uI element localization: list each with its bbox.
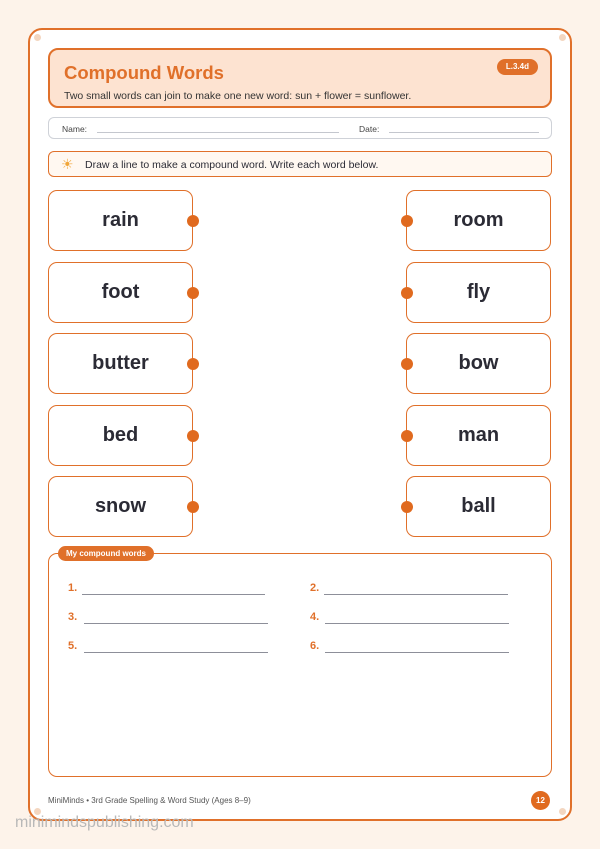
left-connector-dot[interactable] xyxy=(187,501,199,513)
left-connector-dot[interactable] xyxy=(187,215,199,227)
answer-line-1[interactable] xyxy=(82,594,265,595)
left-word-card[interactable] xyxy=(48,190,193,251)
page-subtitle: Two small words can join to make one new word: sun + flower = sunflower. xyxy=(64,90,412,102)
answer-line-2[interactable] xyxy=(324,594,508,595)
answer-line-6[interactable] xyxy=(325,652,509,653)
right-word-card[interactable] xyxy=(406,476,551,537)
answer-line-5[interactable] xyxy=(84,652,268,653)
right-word-card[interactable] xyxy=(406,405,551,466)
right-connector-dot[interactable] xyxy=(401,430,413,442)
instruction-box xyxy=(48,151,552,177)
answer-line-3[interactable] xyxy=(84,623,268,624)
date-field[interactable] xyxy=(389,132,539,133)
left-word: bed xyxy=(102,424,139,446)
instruction-text: Draw a line to make a compound word. Write each word below. xyxy=(85,159,379,171)
name-date-row xyxy=(48,117,552,139)
left-word-card[interactable] xyxy=(48,262,193,323)
right-word: man xyxy=(457,424,500,446)
right-connector-dot[interactable] xyxy=(401,287,413,299)
answer-number: 4. xyxy=(310,611,320,623)
date-label: Date: xyxy=(359,124,380,134)
right-word-card[interactable] xyxy=(406,333,551,394)
left-word-card[interactable] xyxy=(48,405,193,466)
answer-number: 5. xyxy=(68,640,78,652)
right-word: room xyxy=(453,209,504,231)
right-word-card[interactable] xyxy=(406,190,551,251)
corner-dot xyxy=(559,808,566,815)
name-field[interactable] xyxy=(97,132,339,133)
name-label: Name: xyxy=(62,124,88,134)
page-title: Compound Words xyxy=(64,62,224,83)
left-connector-dot[interactable] xyxy=(187,358,199,370)
right-word: ball xyxy=(461,495,496,517)
right-connector-dot[interactable] xyxy=(401,215,413,227)
footer-text: MiniMinds • 3rd Grade Spelling & Word Study (Ages 8–9) xyxy=(48,796,251,805)
watermark: minimindspublishing.com xyxy=(15,814,194,831)
answer-line-4[interactable] xyxy=(325,623,509,624)
right-word: bow xyxy=(458,352,499,374)
right-connector-dot[interactable] xyxy=(401,501,413,513)
answer-number: 3. xyxy=(68,611,78,623)
left-word: foot xyxy=(101,281,140,303)
left-word-card[interactable] xyxy=(48,333,193,394)
right-connector-dot[interactable] xyxy=(401,358,413,370)
standard-badge: L.3.4d xyxy=(497,59,538,75)
left-connector-dot[interactable] xyxy=(187,430,199,442)
left-connector-dot[interactable] xyxy=(187,287,199,299)
right-word: fly xyxy=(466,281,491,303)
right-word-card[interactable] xyxy=(406,262,551,323)
answer-number: 6. xyxy=(310,640,320,652)
corner-dot xyxy=(34,34,41,41)
worksheet-header xyxy=(48,48,552,108)
left-word-card[interactable] xyxy=(48,476,193,537)
corner-dot xyxy=(559,34,566,41)
left-word: butter xyxy=(92,352,149,374)
left-word: snow xyxy=(94,495,147,517)
answers-box xyxy=(48,553,552,777)
sun-icon: ☀ xyxy=(61,156,74,172)
page-number: 12 xyxy=(531,791,550,810)
answer-number: 2. xyxy=(310,582,320,594)
answers-title: My compound words xyxy=(58,546,154,561)
answer-number: 1. xyxy=(68,582,78,594)
left-word: rain xyxy=(102,209,139,231)
